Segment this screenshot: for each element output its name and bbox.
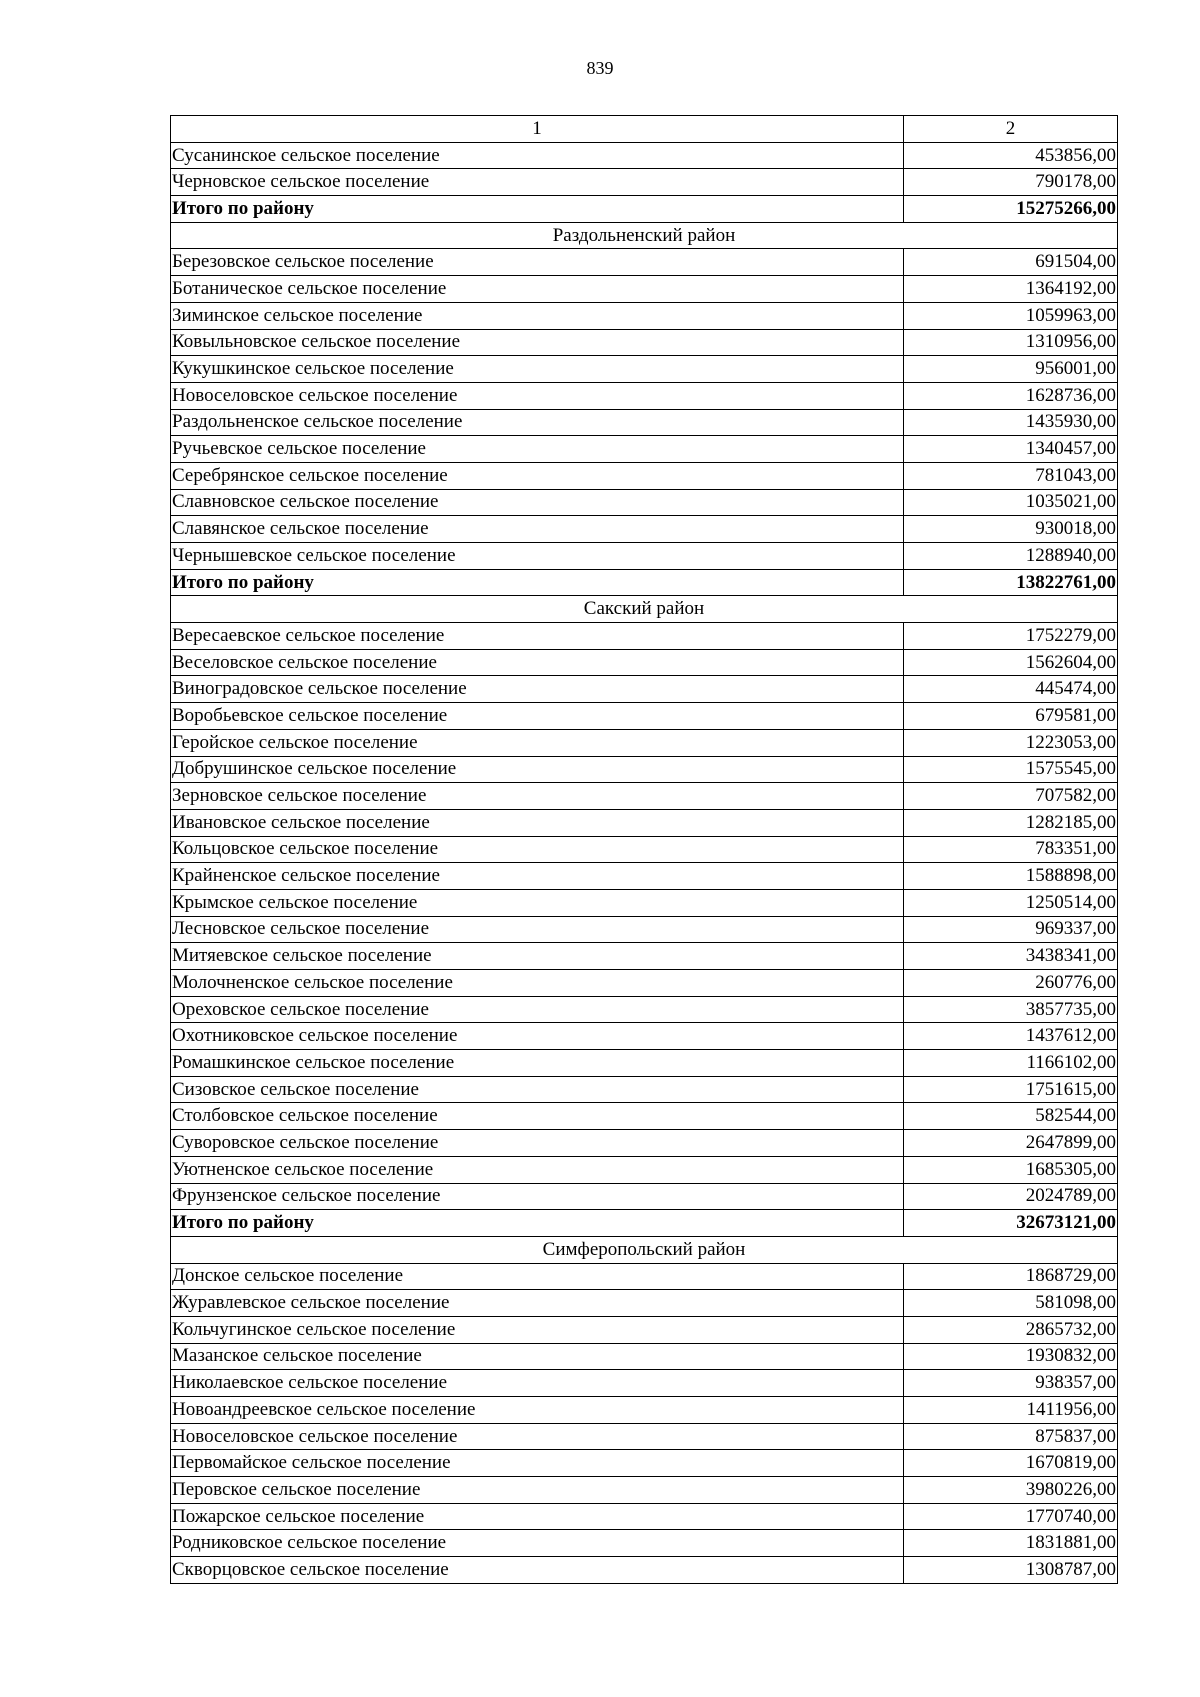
table-row — [171, 756, 1118, 783]
table-row — [171, 1316, 1118, 1343]
table-row — [171, 889, 1118, 916]
settlement-amount: 453856,00 — [904, 142, 1118, 169]
table-row — [171, 943, 1118, 970]
settlement-amount: 3857735,00 — [904, 996, 1118, 1023]
settlement-name: Чернышевское сельское поселение — [171, 543, 904, 570]
settlement-name: Скворцовское сельское поселение — [171, 1557, 904, 1584]
settlement-name: Веселовское сельское поселение — [171, 649, 904, 676]
district-header-row — [171, 596, 1118, 623]
table-row — [171, 916, 1118, 943]
settlement-name: Новоандреевское сельское поселение — [171, 1397, 904, 1424]
table-row — [171, 462, 1118, 489]
table-row — [171, 169, 1118, 196]
settlement-amount: 445474,00 — [904, 676, 1118, 703]
settlement-name: Новоселовское сельское поселение — [171, 1423, 904, 1450]
settlement-name: Серебрянское сельское поселение — [171, 462, 904, 489]
table-row — [171, 676, 1118, 703]
settlement-amount: 1670819,00 — [904, 1450, 1118, 1477]
settlement-name: Ботаническое сельское поселение — [171, 276, 904, 303]
table-row — [171, 649, 1118, 676]
settlement-amount: 1223053,00 — [904, 729, 1118, 756]
budget-table — [170, 115, 1118, 1584]
settlement-amount: 1575545,00 — [904, 756, 1118, 783]
settlement-amount: 1437612,00 — [904, 1023, 1118, 1050]
district-name: Сакский район — [171, 596, 1118, 623]
page-number: 839 — [586, 58, 614, 78]
table-row — [171, 729, 1118, 756]
total-amount: 13822761,00 — [904, 569, 1118, 596]
settlement-name: Мазанское сельское поселение — [171, 1343, 904, 1370]
settlement-amount: 790178,00 — [904, 169, 1118, 196]
settlement-amount: 1310956,00 — [904, 329, 1118, 356]
settlement-amount: 581098,00 — [904, 1290, 1118, 1317]
settlement-name: Сусанинское сельское поселение — [171, 142, 904, 169]
settlement-amount: 1282185,00 — [904, 809, 1118, 836]
settlement-amount: 1831881,00 — [904, 1530, 1118, 1557]
table-row — [171, 356, 1118, 383]
table-row — [171, 1343, 1118, 1370]
settlement-name: Воробьевское сельское поселение — [171, 703, 904, 730]
settlement-amount: 1770740,00 — [904, 1503, 1118, 1530]
table-row — [171, 1450, 1118, 1477]
settlement-amount: 1930832,00 — [904, 1343, 1118, 1370]
settlement-amount: 1364192,00 — [904, 276, 1118, 303]
column-header-2: 2 — [904, 116, 1118, 143]
settlement-name: Вересаевское сельское поселение — [171, 623, 904, 650]
district-name: Раздольненский район — [171, 222, 1118, 249]
settlement-amount: 1250514,00 — [904, 889, 1118, 916]
table-row — [171, 809, 1118, 836]
settlement-name: Николаевское сельское поселение — [171, 1370, 904, 1397]
settlement-name: Сизовское сельское поселение — [171, 1076, 904, 1103]
table-row — [171, 1530, 1118, 1557]
settlement-amount: 679581,00 — [904, 703, 1118, 730]
settlement-name: Черновское сельское поселение — [171, 169, 904, 196]
district-total-row — [171, 196, 1118, 223]
settlement-name: Журавлевское сельское поселение — [171, 1290, 904, 1317]
settlement-name: Кольчугинское сельское поселение — [171, 1316, 904, 1343]
settlement-amount: 1411956,00 — [904, 1397, 1118, 1424]
table-row — [171, 1557, 1118, 1584]
table-row — [171, 970, 1118, 997]
table-row — [171, 1130, 1118, 1157]
settlement-name: Крайненское сельское поселение — [171, 863, 904, 890]
total-label: Итого по району — [171, 1210, 904, 1237]
table-row — [171, 1263, 1118, 1290]
settlement-name: Ореховское сельское поселение — [171, 996, 904, 1023]
settlement-name: Раздольненское сельское поселение — [171, 409, 904, 436]
settlement-amount: 691504,00 — [904, 249, 1118, 276]
table-row — [171, 409, 1118, 436]
table-row — [171, 249, 1118, 276]
settlement-name: Ивановское сельское поселение — [171, 809, 904, 836]
settlement-name: Новоселовское сельское поселение — [171, 382, 904, 409]
settlement-amount: 3438341,00 — [904, 943, 1118, 970]
settlement-name: Ромашкинское сельское поселение — [171, 1050, 904, 1077]
total-label: Итого по району — [171, 196, 904, 223]
settlement-name: Первомайское сельское поселение — [171, 1450, 904, 1477]
table-row — [171, 436, 1118, 463]
district-header-row — [171, 222, 1118, 249]
settlement-name: Геройское сельское поселение — [171, 729, 904, 756]
table-row — [171, 1183, 1118, 1210]
settlement-name: Березовское сельское поселение — [171, 249, 904, 276]
table-row — [171, 623, 1118, 650]
total-amount: 32673121,00 — [904, 1210, 1118, 1237]
table-row — [171, 836, 1118, 863]
settlement-amount: 1628736,00 — [904, 382, 1118, 409]
settlement-amount: 1166102,00 — [904, 1050, 1118, 1077]
settlement-name: Славянское сельское поселение — [171, 516, 904, 543]
table-row — [171, 783, 1118, 810]
settlement-amount: 956001,00 — [904, 356, 1118, 383]
district-total-row — [171, 1210, 1118, 1237]
settlement-amount: 1308787,00 — [904, 1557, 1118, 1584]
settlement-amount: 582544,00 — [904, 1103, 1118, 1130]
settlement-name: Митяевское сельское поселение — [171, 943, 904, 970]
settlement-amount: 1435930,00 — [904, 409, 1118, 436]
settlement-amount: 2024789,00 — [904, 1183, 1118, 1210]
settlement-amount: 875837,00 — [904, 1423, 1118, 1450]
district-total-row — [171, 569, 1118, 596]
settlement-amount: 1562604,00 — [904, 649, 1118, 676]
settlement-name: Кукушкинское сельское поселение — [171, 356, 904, 383]
table-body — [171, 116, 1118, 1584]
table-row — [171, 863, 1118, 890]
settlement-amount: 2865732,00 — [904, 1316, 1118, 1343]
settlement-amount: 1059963,00 — [904, 302, 1118, 329]
settlement-amount: 707582,00 — [904, 783, 1118, 810]
settlement-name: Столбовское сельское поселение — [171, 1103, 904, 1130]
table-row — [171, 1076, 1118, 1103]
settlement-amount: 3980226,00 — [904, 1477, 1118, 1504]
settlement-amount: 783351,00 — [904, 836, 1118, 863]
settlement-name: Славновское сельское поселение — [171, 489, 904, 516]
settlement-amount: 1340457,00 — [904, 436, 1118, 463]
settlement-amount: 260776,00 — [904, 970, 1118, 997]
table-row — [171, 1290, 1118, 1317]
table-row — [171, 703, 1118, 730]
table-row — [171, 996, 1118, 1023]
table-row — [171, 1503, 1118, 1530]
table-row — [171, 276, 1118, 303]
settlement-name: Зерновское сельское поселение — [171, 783, 904, 810]
table-row — [171, 1477, 1118, 1504]
table-row — [171, 1370, 1118, 1397]
settlement-name: Ручьевское сельское поселение — [171, 436, 904, 463]
settlement-name: Виноградовское сельское поселение — [171, 676, 904, 703]
settlement-amount: 1868729,00 — [904, 1263, 1118, 1290]
settlement-name: Молочненское сельское поселение — [171, 970, 904, 997]
table-row — [171, 302, 1118, 329]
settlement-name: Донское сельское поселение — [171, 1263, 904, 1290]
settlement-amount: 930018,00 — [904, 516, 1118, 543]
table-row — [171, 1397, 1118, 1424]
table-row — [171, 516, 1118, 543]
settlement-name: Фрунзенское сельское поселение — [171, 1183, 904, 1210]
settlement-name: Зиминское сельское поселение — [171, 302, 904, 329]
total-amount: 15275266,00 — [904, 196, 1118, 223]
table-row — [171, 382, 1118, 409]
table-row — [171, 142, 1118, 169]
table-row — [171, 543, 1118, 570]
district-name: Симферопольский район — [171, 1236, 1118, 1263]
settlement-name: Кольцовское сельское поселение — [171, 836, 904, 863]
district-header-row — [171, 1236, 1118, 1263]
table-row — [171, 489, 1118, 516]
settlement-name: Пожарское сельское поселение — [171, 1503, 904, 1530]
table-row — [171, 1423, 1118, 1450]
settlement-amount: 938357,00 — [904, 1370, 1118, 1397]
settlement-name: Крымское сельское поселение — [171, 889, 904, 916]
settlement-name: Ковыльновское сельское поселение — [171, 329, 904, 356]
settlement-name: Добрушинское сельское поселение — [171, 756, 904, 783]
settlement-amount: 1752279,00 — [904, 623, 1118, 650]
header-row — [171, 116, 1118, 143]
settlement-amount: 969337,00 — [904, 916, 1118, 943]
settlement-amount: 1751615,00 — [904, 1076, 1118, 1103]
settlement-name: Перовское сельское поселение — [171, 1477, 904, 1504]
table-row — [171, 1050, 1118, 1077]
settlement-name: Родниковское сельское поселение — [171, 1530, 904, 1557]
table-row — [171, 329, 1118, 356]
settlement-amount: 1685305,00 — [904, 1156, 1118, 1183]
settlement-amount: 1588898,00 — [904, 863, 1118, 890]
table-row — [171, 1103, 1118, 1130]
settlement-amount: 1288940,00 — [904, 543, 1118, 570]
settlement-name: Суворовское сельское поселение — [171, 1130, 904, 1157]
table-row — [171, 1023, 1118, 1050]
table-row — [171, 1156, 1118, 1183]
settlement-amount: 2647899,00 — [904, 1130, 1118, 1157]
total-label: Итого по району — [171, 569, 904, 596]
settlement-name: Уютненское сельское поселение — [171, 1156, 904, 1183]
settlement-amount: 781043,00 — [904, 462, 1118, 489]
settlement-name: Охотниковское сельское поселение — [171, 1023, 904, 1050]
column-header-1: 1 — [171, 116, 904, 143]
settlement-amount: 1035021,00 — [904, 489, 1118, 516]
settlement-name: Лесновское сельское поселение — [171, 916, 904, 943]
